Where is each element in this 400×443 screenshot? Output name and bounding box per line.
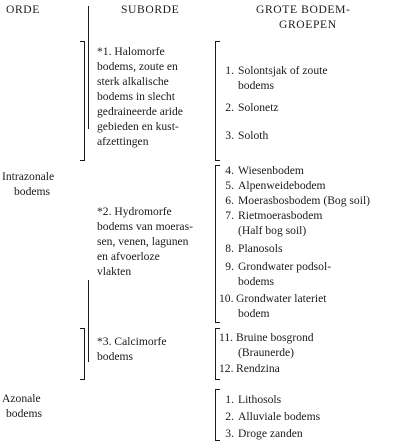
bracket-azonal xyxy=(215,389,220,441)
group-1: 1. Solontsjak of zoute xyxy=(225,64,328,77)
suborder-2-line: bodems van moeras- xyxy=(97,220,193,233)
order-azonal-line2: bodems xyxy=(6,407,43,420)
group-9: 9. Grondwater podsol- xyxy=(225,260,332,273)
group-6: 6. Moerasbosbodem (Bog soil) xyxy=(225,194,371,207)
suborder-3-line: *3. Calcimorfe xyxy=(97,335,167,348)
vertical-divider-top xyxy=(88,6,89,129)
group-11-cont: (Braunerde) xyxy=(238,346,295,359)
suborder-1-line: afzettingen xyxy=(97,135,149,148)
group-7-cont: (Half bog soil) xyxy=(238,224,307,237)
order-intrazonal-line2: bodems xyxy=(14,185,51,198)
suborder-1-line: gebieden en kust- xyxy=(97,120,179,133)
header-grote-bodemgroepen-line1: GROTE BODEM- xyxy=(256,3,351,16)
suborder-3-line: bodems xyxy=(97,350,134,363)
suborder-2-line: *2. Hydromorfe xyxy=(97,205,172,218)
suborder-2-line: vlakten xyxy=(97,265,132,278)
suborder-2-line: en afvoerloze xyxy=(97,250,160,263)
order-intrazonal-line1: Intrazonale xyxy=(2,170,55,183)
group-2: 2. Solonetz xyxy=(225,101,279,114)
bracket-halomorph xyxy=(215,41,220,161)
header-grote-bodemgroepen-line2: GROEPEN xyxy=(279,18,337,31)
group-5: 5. Alpenweidebodem xyxy=(225,179,326,192)
suborder-1-line: bodems, zoute en xyxy=(97,60,178,73)
bracket-order-bottom xyxy=(80,328,85,380)
group-4: 4. Wiesenbodem xyxy=(225,164,304,177)
suborder-2-line: sen, venen, lagunen xyxy=(97,235,189,248)
azonal-group-1: 1. Lithosols xyxy=(225,393,282,406)
group-7: 7. Rietmoerasbodem xyxy=(225,209,323,222)
header-orde: ORDE xyxy=(6,3,40,16)
vertical-divider-bottom xyxy=(88,280,89,362)
azonal-group-3: 3. Droge zanden xyxy=(225,427,303,440)
group-8: 8. Planosols xyxy=(225,242,283,255)
group-12: 12. Rendzina xyxy=(219,362,280,375)
group-10-cont: bodem xyxy=(238,307,270,320)
header-suborde: SUBORDE xyxy=(121,3,180,16)
suborder-1-line: gedraineerde aride xyxy=(97,105,183,118)
group-11: 11. Bruine bosgrond xyxy=(219,331,314,344)
group-3: 3. Soloth xyxy=(225,129,269,142)
group-9-cont: bodems xyxy=(238,275,275,288)
group-10: 10. Grondwater lateriet xyxy=(219,292,327,305)
order-azonal-line1: Azonale xyxy=(2,392,41,405)
bracket-order-top xyxy=(80,41,85,161)
group-1-cont: bodems xyxy=(238,79,275,92)
azonal-group-2: 2. Alluviale bodems xyxy=(225,410,321,423)
suborder-1-line: *1. Halomorfe xyxy=(97,45,165,58)
suborder-1-line: sterk alkalische xyxy=(97,75,169,88)
suborder-1-line: bodems in slecht xyxy=(97,90,175,103)
